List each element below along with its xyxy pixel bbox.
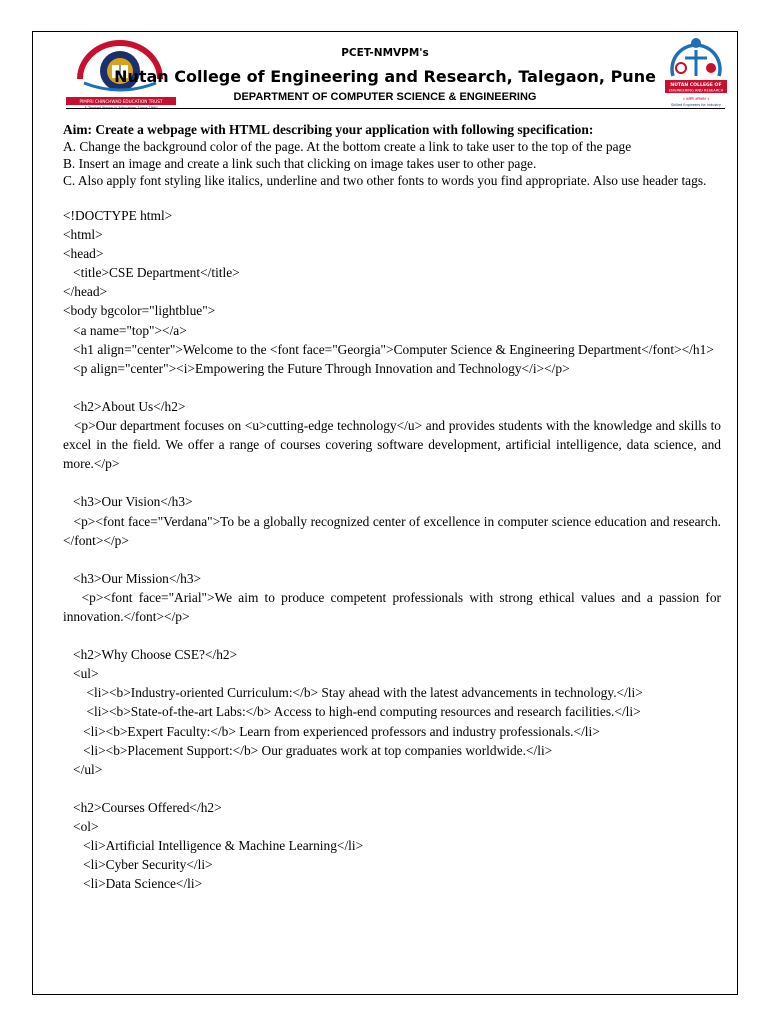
code-line: <title>CSE Department</title>: [63, 265, 240, 281]
code-line: <a name="top"></a>: [63, 322, 187, 338]
code-line: <h2>Courses Offered</h2>: [63, 799, 222, 815]
code-line: </head>: [63, 284, 108, 300]
svg-text:PIMPRI CHINCHWAD EDUCATION TRU: PIMPRI CHINCHWAD EDUCATION TRUST: [79, 99, 163, 104]
html-code-listing: [63, 206, 725, 893]
aim-heading: Aim: Create a webpage with HTML describing your application with following specification:: [63, 122, 594, 137]
letterhead: [33, 32, 737, 110]
page-frame: [32, 31, 738, 995]
aim-item-a: A. Change the background color of the page. At the bottom create a link to take user to the top of the page: [63, 139, 632, 154]
code-line: <h3>Our Mission</h3>: [63, 570, 202, 586]
code-line: <!DOCTYPE html>: [63, 208, 173, 223]
code-line: <ul>: [63, 666, 99, 682]
svg-text:A Trusted Name in Education Si: A Trusted Name in Education Since 1990: [84, 106, 158, 109]
code-line: </ul>: [63, 761, 103, 777]
institution-name: PCET-NMVPM's: [341, 47, 429, 59]
blank-line: [63, 473, 721, 492]
blank-line: [63, 779, 721, 798]
code-line: <h2>About Us</h2>: [63, 398, 186, 414]
document-body: [63, 121, 725, 893]
code-line: <li>Data Science</li>: [63, 876, 203, 892]
code-line: <li><b>State-of-the-art Labs:</b> Access to high-end computing resources and research facilities.</li>: [63, 704, 641, 720]
code-line: <li>Artificial Intelligence & Machine Learning</li>: [63, 838, 364, 854]
code-line: <body bgcolor="lightblue">: [63, 303, 216, 319]
svg-text:॥ कर्मणि अभिरमेत ॥: ॥ कर्मणि अभिरमेत ॥: [682, 97, 710, 101]
code-line: <li><b>Industry-oriented Curriculum:</b> Stay ahead with the latest advancements in technology.</li>: [63, 685, 643, 701]
nutan-college-logo-icon: [661, 36, 731, 108]
code-line: <h1 align="center">Welcome to the <font face="Georgia">Computer Science & Engineering Department</font></h1>: [63, 341, 714, 357]
blank-line: [63, 550, 721, 569]
code-line: <li>Cyber Security</li>: [63, 857, 213, 873]
code-line: <p><font face="Arial">We aim to produce competent professionals with strong ethical values and a passion for innovation.</font></p>: [63, 589, 725, 624]
aim-item-b: B. Insert an image and create a link such that clicking on image takes user to other page.: [63, 156, 537, 171]
code-line: <h3>Our Vision</h3>: [63, 494, 193, 510]
blank-line: [63, 626, 721, 645]
svg-text:Skilled Engineers for Industry: Skilled Engineers for Industry: [671, 103, 721, 107]
code-line: <p><font face="Verdana">To be a globally recognized center of excellence in computer science education and research.</font></p>: [63, 513, 721, 548]
aim-item-c: C. Also apply font styling like italics, underline and two other fonts to words you find appropriate. Also use header tags.: [63, 173, 707, 188]
department-name: DEPARTMENT OF COMPUTER SCIENCE & ENGINEERING: [233, 91, 537, 103]
svg-text:ENGINEERING AND RESEARCH: ENGINEERING AND RESEARCH: [668, 88, 724, 93]
code-line: <h2>Why Choose CSE?</h2>: [63, 647, 238, 663]
svg-text:NUTAN COLLEGE OF: NUTAN COLLEGE OF: [670, 83, 722, 88]
code-line: <head>: [63, 246, 104, 262]
header-divider: [66, 108, 725, 109]
code-line: <p>Our department focuses on <u>cutting-edge technology</u> and provides students with the knowledge and skills to excel in the field. We offer a range of courses covering software development, artificial intelligence, data science, and more.</p>: [63, 418, 725, 472]
code-line: <li><b>Placement Support:</b> Our graduates work at top companies worldwide.</li>: [63, 742, 553, 758]
code-line: <li><b>Expert Faculty:</b> Learn from experienced professors and industry professionals.</li>: [63, 723, 600, 739]
code-line: <html>: [63, 227, 103, 243]
code-line: <ol>: [63, 819, 99, 834]
blank-line: [63, 378, 721, 397]
code-line: <p align="center"><i>Empowering the Future Through Innovation and Technology</i></p>: [63, 360, 570, 376]
college-name: Nutan College of Engineering and Research, Talegaon, Pune: [114, 67, 656, 86]
